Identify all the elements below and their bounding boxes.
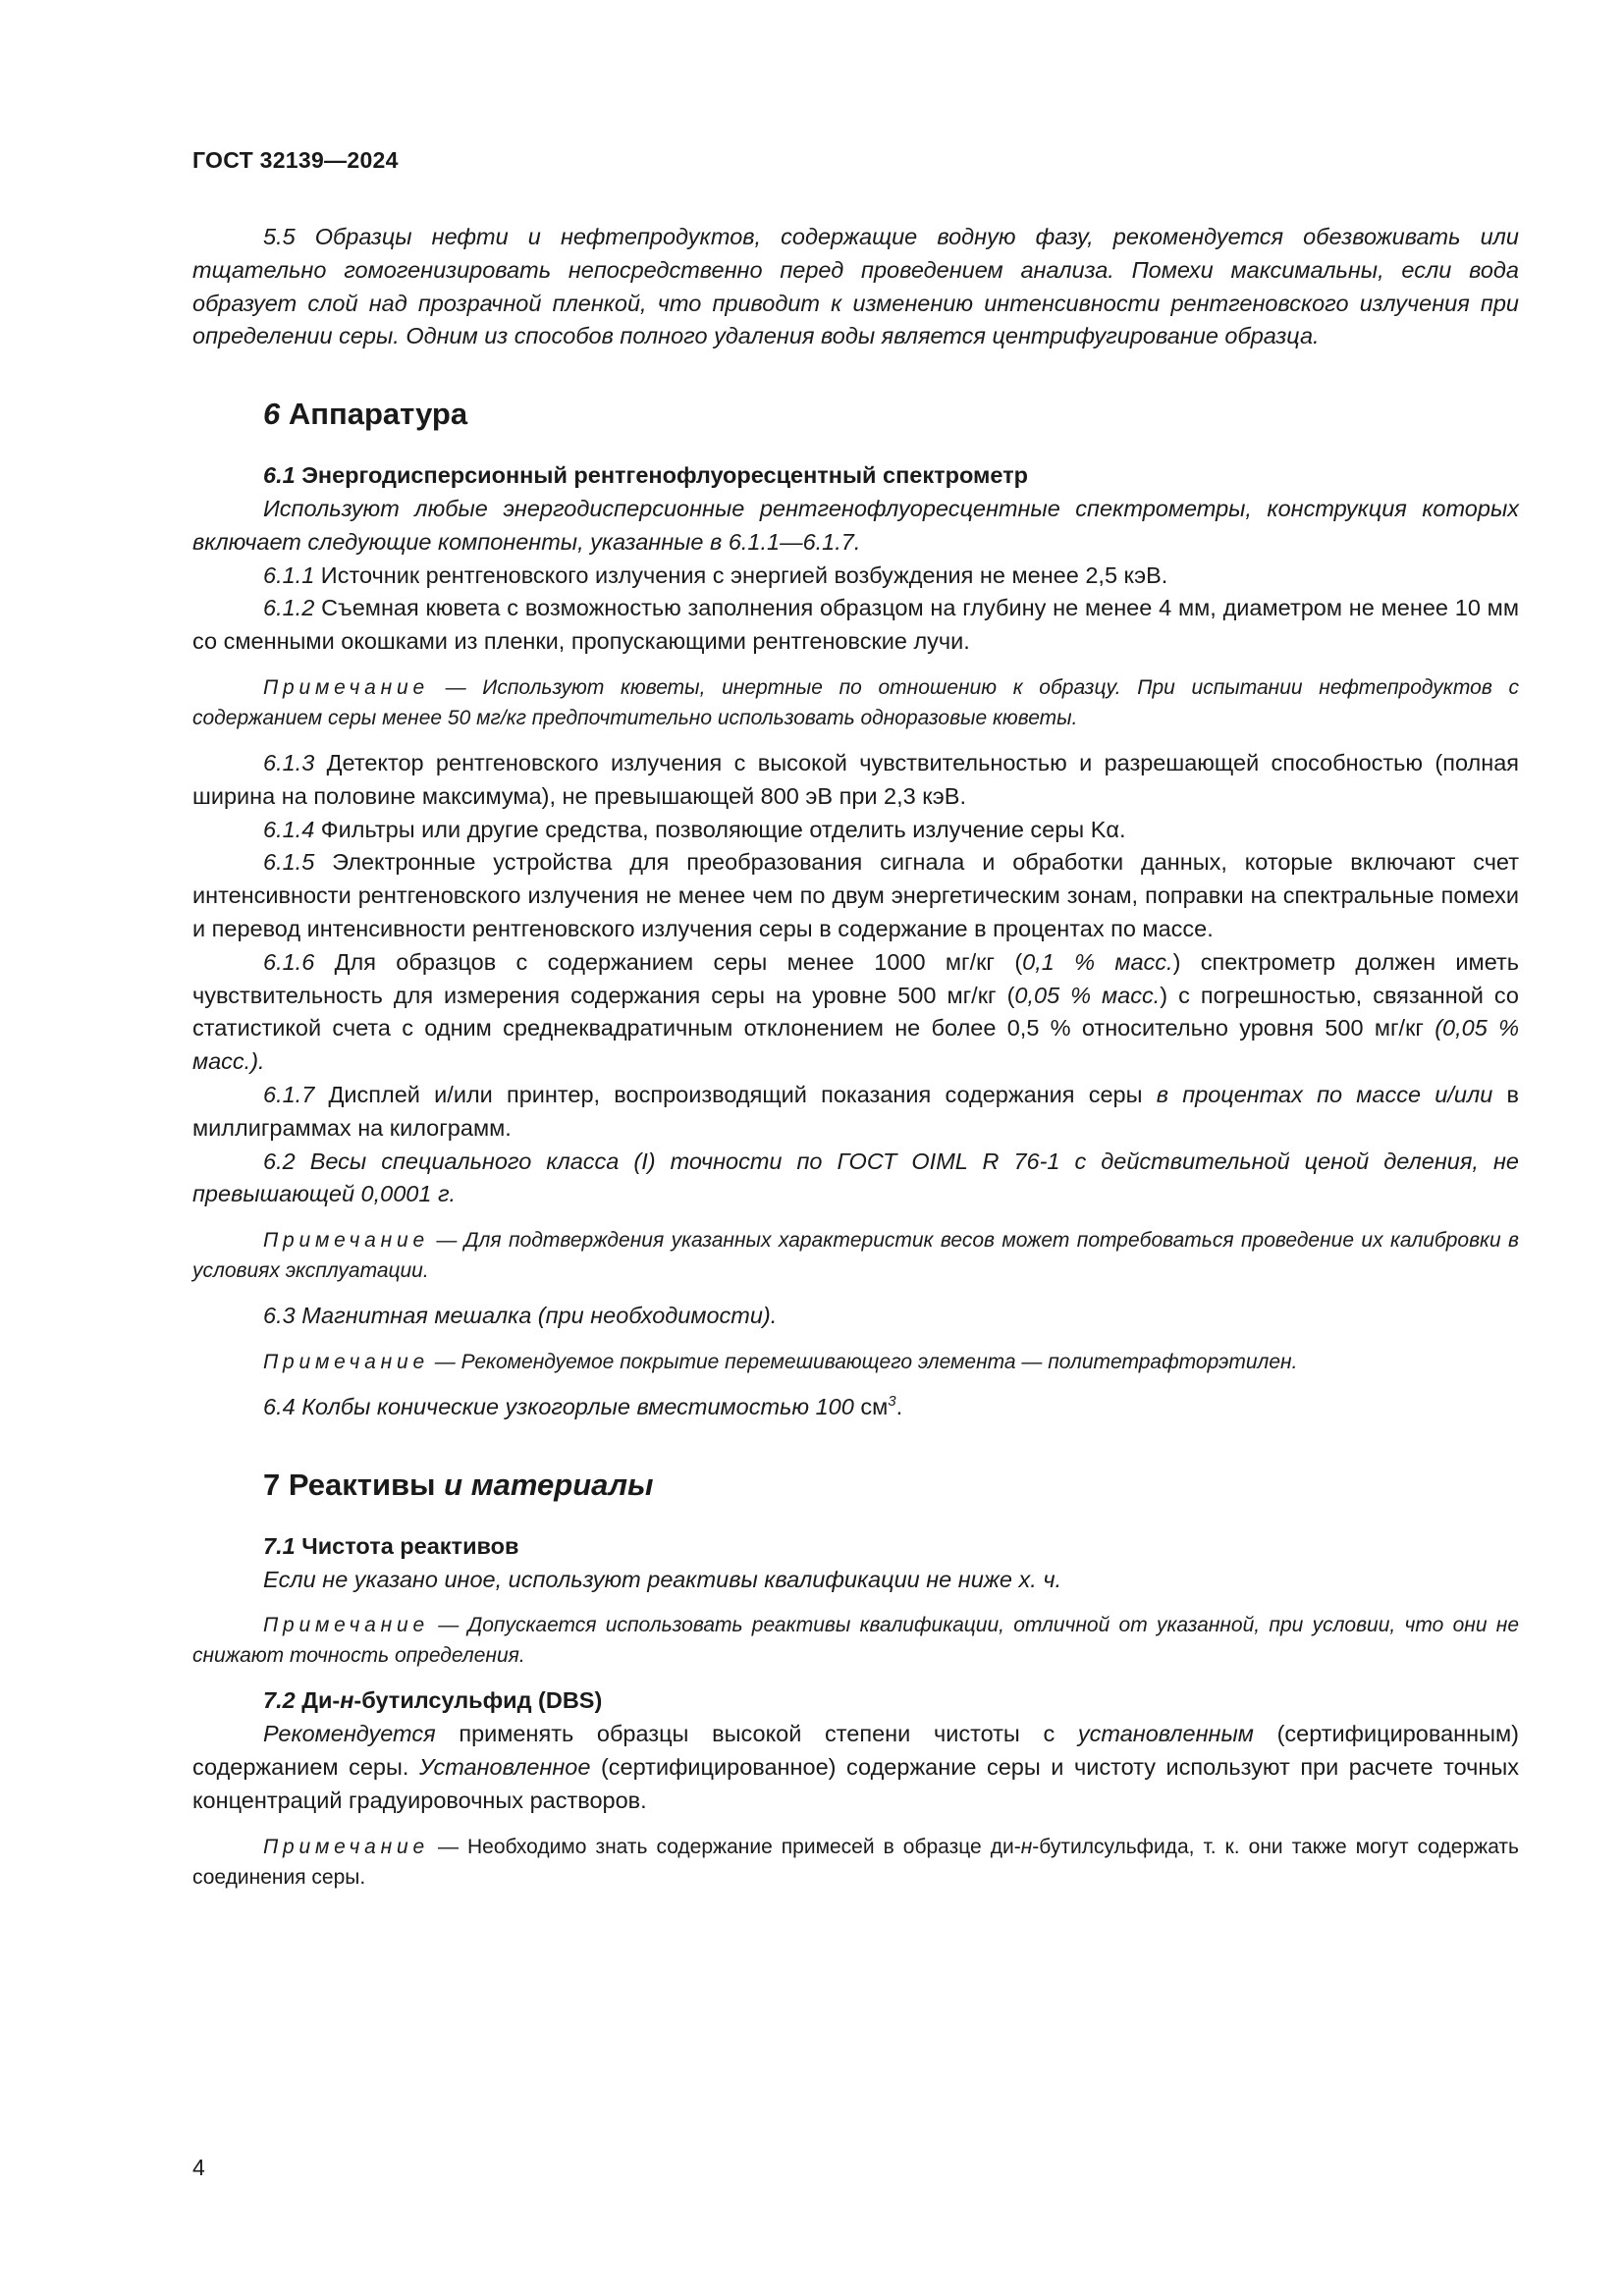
paragraph-6-4 [192, 1391, 1519, 1424]
text-part: (сертифицированное) содержание серы и чистоту используют при расчете точных концентраций градуировочных растворов. [192, 1753, 1519, 1813]
clause-text: Детектор рентгеновского излучения с высокой чувствительностью и разрешающей способностью (полная ширина на половине максимума), не превышающей 800 эВ при 2,3 кэВ. [192, 749, 1519, 809]
note-separator: — [428, 1614, 468, 1637]
note-label: Примечание [263, 1614, 429, 1637]
paragraph-6-2: 6.2 Весы специального класса (I) точности по ГОСТ OIML R 76-1 с действительной ценой деления, не превышающей 0,0001 г. [192, 1148, 1519, 1207]
section-7-heading [263, 1466, 1519, 1505]
paragraph-5-5: 5.5 Образцы нефти и нефтепродуктов, содержащие водную фазу, рекомендуется обезвоживать или тщательно гомогенизировать непосредственно перед проведением анализа. Помехи максимальны, если вода образует слой над прозрачной пленкой, что приводит к изменению интенсивности рентгеновского излучения при определении серы. Одним из способов полного удаления воды является центрифугирование образца. [192, 224, 1519, 349]
clause-text-part: в миллиграммах на килограмм. [192, 1081, 1519, 1141]
clause-text-part: ) спектрометр должен иметь чувствительность для измерения содержания серы на уровне 500 мг/кг ( [192, 948, 1519, 1008]
subsection-7-2-title-italic: н [340, 1687, 354, 1714]
note-2-text: Для подтверждения указанных характеристик весов может потребоваться проведение их калибровки в условиях эксплуатации. [192, 1229, 1520, 1283]
clause-text-italic: 0,05 % масс. [1014, 982, 1161, 1008]
note-3 [192, 1347, 1519, 1377]
clause-number: 6.1.4 [263, 816, 315, 842]
text-part: (сертифицированным) содержанием серы. [192, 1721, 1519, 1780]
clause-text-italic: в процентах по массе и/или [1156, 1081, 1493, 1107]
subsection-6-1-number: 6.1 [263, 462, 296, 489]
clause-text-part: Дисплей и/или принтер, воспроизводящий показания содержания серы [314, 1081, 1157, 1107]
note-label: Примечание [263, 1229, 429, 1253]
clause-number: 6.1.5 [263, 849, 315, 876]
note-separator: — [428, 675, 483, 699]
note-4-text: Допускается использовать реактивы квалификации, отличной от указанной, при условии, что они не снижают точность определения. [192, 1614, 1519, 1668]
note-5-text: Необходимо знать содержание примесей в образце ди- [466, 1835, 1021, 1858]
clause-text-part: Для образцов с содержанием серы менее 1000 мг/кг ( [314, 948, 1023, 975]
page-number: 4 [192, 2155, 205, 2180]
note-4 [192, 1610, 1519, 1671]
clause-number: 6.1.1 [263, 561, 315, 588]
text-italic: Установленное [418, 1753, 591, 1780]
note-label: Примечание [263, 675, 429, 699]
note-1 [192, 672, 1519, 733]
clause-number: 6.1.3 [263, 749, 315, 775]
paragraph-6-1-7 [192, 1079, 1519, 1146]
paragraph-6-1-5 [192, 846, 1519, 945]
clause-end: . [895, 1393, 903, 1419]
paragraph-6-1-text: Используют любые энергодисперсионные рентгенофлуоресцентные спектрометры, конструкция которых включает следующие компоненты, указанные в 6.1.1—6.1.7. [192, 495, 1519, 555]
note-3-text: Рекомендуемое покрытие перемешивающего элемента — политетрафторэтилен. [460, 1350, 1298, 1373]
paragraph-7-1-text: Если не указано иное, используют реактивы квалификации не ниже х. ч. [263, 1566, 1062, 1592]
note-2 [192, 1225, 1519, 1286]
paragraph-6-3: 6.3 Магнитная мешалка (при необходимости). [263, 1303, 778, 1329]
section-6-heading [263, 395, 1519, 434]
section-7-title-italic: и материалы [444, 1467, 654, 1502]
clause-text: Фильтры или другие средства, позволяющие отделить излучение серы Kα. [314, 816, 1126, 842]
note-label: Примечание [263, 1350, 429, 1373]
paragraph-6-1-2 [192, 592, 1519, 659]
clause-number: 6.1.2 [263, 595, 315, 621]
paragraph-6-1-6 [192, 946, 1519, 1079]
subsection-7-2-title: -бутилсульфид (DBS) [353, 1687, 603, 1714]
subsection-7-2-title: Ди- [295, 1687, 341, 1714]
note-separator: — [428, 1350, 461, 1373]
section-6-title: Аппаратура [280, 397, 468, 432]
note-separator: — [428, 1229, 464, 1253]
clause-text-italic: 6.4 Колбы конические узкогорлые вместимостью 100 [263, 1393, 861, 1419]
paragraph-6-1-4 [192, 814, 1519, 847]
section-6-number: 6 [263, 397, 281, 432]
document-page [192, 147, 1519, 1906]
note-separator: — [428, 1835, 467, 1858]
subsection-6-1-title: Энергодисперсионный рентгенофлуоресцентный спектрометр [295, 462, 1029, 489]
paragraph-6-1-3 [192, 747, 1519, 814]
clause-text: Электронные устройства для преобразования сигнала и обработки данных, которые включают счет интенсивности рентгеновского излучения не менее чем по двум энергетическим зонам, поправки на спектральные помехи и перевод интенсивности рентгеновского излучения серы в содержание в процентах по массе. [192, 849, 1519, 941]
note-5 [192, 1832, 1519, 1893]
paragraph-6-1-1 [192, 560, 1519, 593]
clause-text-part: ) с погрешностью, связанной со статистикой счета с одним среднеквадратичным отклонением не более 0,5 % относительно уровня 500 мг/кг [192, 982, 1519, 1041]
section-7-number: 7 [263, 1467, 281, 1502]
clause-number: 6.1.6 [263, 948, 315, 975]
text-part: применять образцы высокой степени чистоты с [435, 1721, 1078, 1747]
note-5-text: -бутилсульфида, т. к. они также могут содержать соединения серы. [192, 1835, 1519, 1889]
note-label: Примечание [263, 1835, 429, 1858]
clause-text-italic: (0,05 % масс.). [192, 1015, 1519, 1075]
unit-superscript: 3 [888, 1393, 896, 1411]
clause-text: Источник рентгеновского излучения с энергией возбуждения не менее 2,5 кэВ. [314, 561, 1168, 588]
clause-number: 6.1.7 [263, 1081, 315, 1107]
subsection-7-1-heading [192, 1530, 1519, 1564]
document-code-header: ГОСТ 32139—2024 [192, 147, 399, 173]
paragraph-7-2 [192, 1718, 1519, 1817]
clause-text-italic: 0,1 % масс. [1022, 948, 1173, 975]
section-7-title: Реактивы [280, 1467, 445, 1502]
subsection-7-2-heading [192, 1684, 1519, 1718]
text-italic: Рекомендуется [263, 1721, 436, 1747]
unit-text: см [860, 1393, 889, 1419]
subsection-7-1-title: Чистота реактивов [295, 1532, 519, 1559]
note-5-text-italic: н [1020, 1835, 1033, 1858]
note-1-text: Используют кюветы, инертные по отношению к образцу. При испытании нефтепродуктов с содержанием серы менее 50 мг/кг предпочтительно использовать одноразовые кюветы. [192, 675, 1519, 729]
text-italic: установленным [1077, 1721, 1254, 1747]
subsection-7-1-number: 7.1 [263, 1532, 296, 1559]
subsection-7-2-number: 7.2 [263, 1687, 296, 1714]
subsection-6-1-heading [192, 459, 1519, 493]
clause-text: Съемная кювета с возможностью заполнения образцом на глубину не менее 4 мм, диаметром не менее 10 мм со сменными окошками из пленки, пропускающими рентгеновские лучи. [192, 595, 1519, 655]
